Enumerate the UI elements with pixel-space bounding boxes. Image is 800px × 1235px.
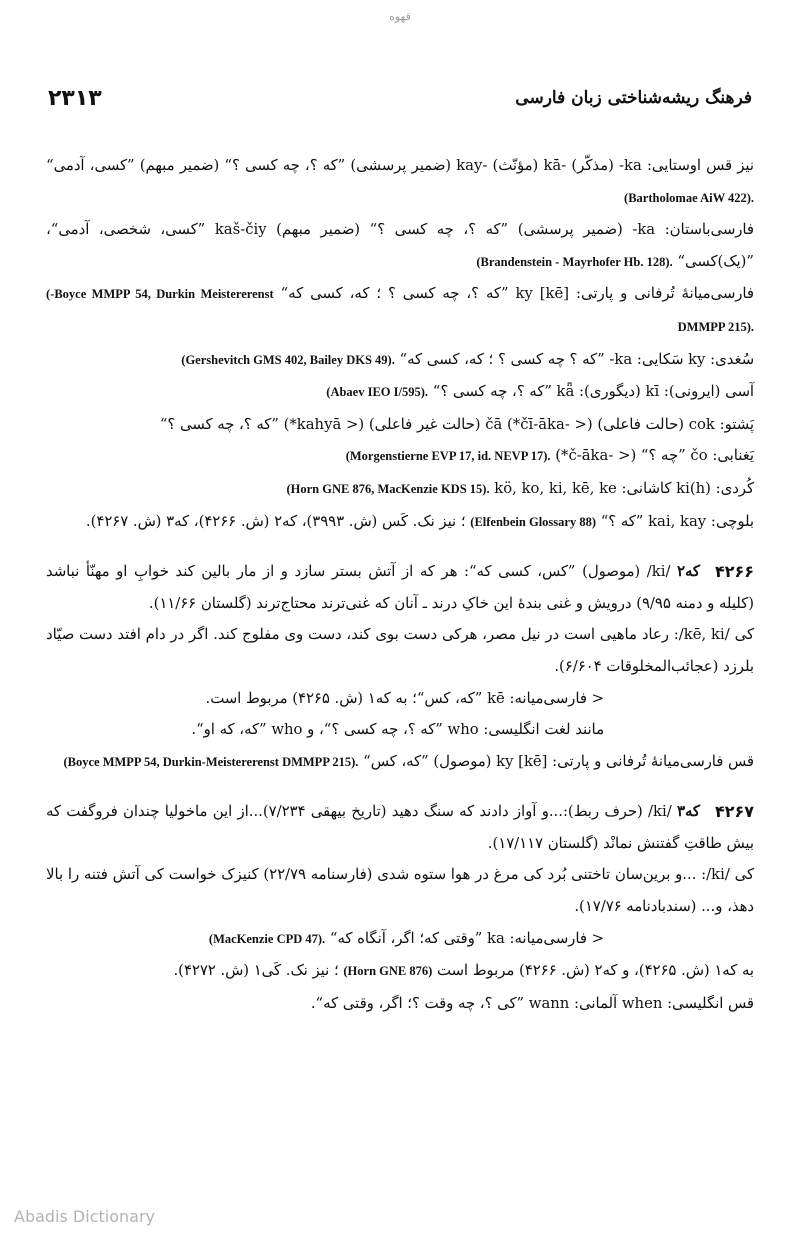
page-header — [48, 86, 752, 116]
cognate-kurdish-kashani-text: کُردی: ki(h) کاشانی: kö, ko, ki, kē, ke — [494, 479, 754, 497]
cognate-baluchi-text: بلوچی: kai, kay ”که ؟“ — [600, 512, 754, 530]
citation: (Horn GNE 876) — [343, 964, 433, 979]
etymology-text: < فارسی‌میانه: kē ”که، کس“؛ به که۱ (ش. ۴۲۶۵) مربوط است. — [205, 689, 604, 707]
headword: که۲ — [677, 563, 700, 581]
cognate-ossetic — [46, 376, 754, 409]
cognate-avestan-text: نیز قس اوستایی: ka- (مذکّر) -kā (مؤنّث) -kay (ضمیر پرسشی) ”که ؟، چه کسی ؟“ (ضمیر مبهم) ”کسی، آدمی“ — [46, 157, 754, 174]
etymology-text: < فارسی‌میانه: ka ”وقتی که؛ اگر، آنگاه که“ — [329, 929, 604, 947]
variant-form — [46, 619, 754, 682]
citation: (Bartholomae AiW 422). — [624, 190, 754, 205]
variant-form — [46, 859, 754, 922]
page-number: ۲۳۱۳ — [48, 86, 102, 111]
cognate-avestan — [46, 150, 754, 214]
cognate-kurdish-kashani — [46, 473, 754, 506]
entry-4267 — [46, 796, 754, 1019]
variant-form-text: کی /ki/: ...و برین‌سان تاختنی بُرد کی مرغ در هوا ستوه شدی (فارسنامه ۲۲/۷۹) کنیزک خواست کی آتش فتنه را بالا دهذ، و... (سندبادنامه ۱۷/۷۶). — [46, 866, 754, 916]
cognate-old-persian — [46, 214, 754, 278]
page-body — [46, 150, 754, 1019]
comparison-middle-persian-text: قس فارسی‌میانهٔ تُرفانی و پارتی: ky [kē] (موصول) ”که، کس“ — [363, 752, 754, 770]
running-keyword: قهوه — [389, 10, 411, 23]
citation: (MacKenzie CPD 47). — [208, 931, 326, 946]
watermark: Abadis Dictionary — [14, 1207, 155, 1226]
related-entries-text: به که۱ (ش. ۴۲۶۵)، و که۲ (ش. ۴۲۶۶) مربوط است — [437, 962, 754, 980]
entry-4266 — [46, 556, 754, 778]
definition: /ki/ (حرف ربط):...و آواز دادند که سنگ دهید (تاریخ بیهقی ۷/۲۳۴)...از این ماخولیا چندان فروگفت که بیش طاقتِ گفتنش نمانْد (گلستان ۱۷/۱۱۷). — [46, 803, 754, 852]
definition: /ki/ (موصول) ”کس، کسی که“: هر که از آتش بستر سازد و از مار بالین کند خوابِ او مهنّأ نباشد (کلیله و دمنه ۹/۹۵) درویش و غنی بندهٔ این خاک‌ِ درند ـ آنان که غنی‌ترند محتاج‌ترند (گلستان ۱۱/۶۶). — [46, 563, 754, 612]
cognate-pashto-text: پَشتو: cok (حالت فاعلی) (< -čī-āka*) čā (حالت غیر فاعلی) (< kahyā*) ”که ؟، چه کسی ؟“ — [159, 415, 754, 433]
etymology — [46, 683, 754, 715]
cognate-ossetic-text: آسی (ایرونی): kī (دیگوری): kǟ ”که ؟، چه کسی ؟“ — [432, 383, 754, 401]
cognate-pashto — [46, 409, 754, 441]
entry-4266-sense — [46, 556, 754, 619]
entry-number: ۴۲۶۶ — [714, 562, 754, 582]
related-entries — [46, 955, 754, 988]
cross-reference: ؛ نیز نک. کَی۱ (ش. ۴۲۷۲). — [173, 962, 339, 980]
comparison-middle-persian — [46, 746, 754, 779]
citation: (-Boyce MMPP 54, Durkin Meistererenst DMMPP 215). — [46, 287, 754, 334]
comparison-english — [46, 714, 754, 746]
etymology — [46, 923, 754, 956]
cognate-baluchi — [46, 506, 754, 539]
comparison-english-german — [46, 988, 754, 1020]
citation: (Abaev IEO I/595). — [326, 385, 429, 400]
citation: (Boyce MMPP 54, Durkin-Meistererenst DMMPP 215). — [63, 754, 359, 769]
cognate-yaghnobi-text: یَغنابی: čo ”چه ؟“ (< -č-āka*) — [555, 447, 754, 465]
entry-number: ۴۲۶۷ — [714, 802, 754, 822]
citation: (Horn GNE 876, MacKenzie KDS 15). — [286, 481, 490, 496]
comparison-english-german-text: قس انگلیسی: when آلمانی: wann ”کی ؟، چه وقت ؟؛ اگر، وقتی که“. — [310, 994, 754, 1012]
cognate-sogdian-saka-text: سُغدی: ky سَکایی: ka- ”که ؟ چه کسی ؟ ؛ که، کسی که“ — [399, 350, 754, 368]
citation: (Gershevitch GMS 402, Bailey DKS 49). — [181, 352, 395, 367]
cognate-old-persian-text: فارسی‌باستان: ka- (ضمیر پرسشی) ”که ؟، چه کسی ؟“ (ضمیر مبهم) kaš-čiy ”کسی، شخصی، آدمی“، ”(یک)کسی“ — [46, 221, 754, 270]
citation: (Morgenstierne EVP 17, id. NEVP 17). — [345, 449, 551, 464]
cognate-turfan-parthian-text: فارسی‌میانهٔ تُرفانی و پارتی: ky [kē] ”که ؟، چه کسی ؟ ؛ که، کسی که“ — [280, 285, 754, 303]
book-title: فرهنگ ریشه‌شناختی زبان فارسی — [515, 88, 752, 108]
headword: که۳ — [677, 803, 700, 821]
cognate-turfan-parthian — [46, 278, 754, 343]
entry-4267-sense — [46, 796, 754, 859]
comparison-english-text: مانند لغت انگلیسی: who ”که ؟، چه کسی ؟“، و who ”که، که او“. — [191, 721, 604, 739]
cross-reference: ؛ نیز نک. کَس (ش. ۳۹۹۳)، که۲ (ش. ۴۲۶۶)، که۳ (ش. ۴۲۶۷). — [85, 512, 466, 530]
citation: (Brandenstein - Mayrhofer Hb. 128). — [476, 254, 673, 269]
citation: (Elfenbein Glossary 88) — [470, 514, 596, 529]
cognate-yaghnobi — [46, 440, 754, 473]
variant-form-text: کی /kē, ki/: رعاد ماهیی است در نیل مصر، هرکی دست بوی کند، دست وی مفلوج کند. اگر در دام افتد دست صیّاد بلرزد (عجائب‌المخلوقات ۶/۶۰۴). — [46, 626, 754, 675]
cognate-sogdian-saka — [46, 344, 754, 377]
